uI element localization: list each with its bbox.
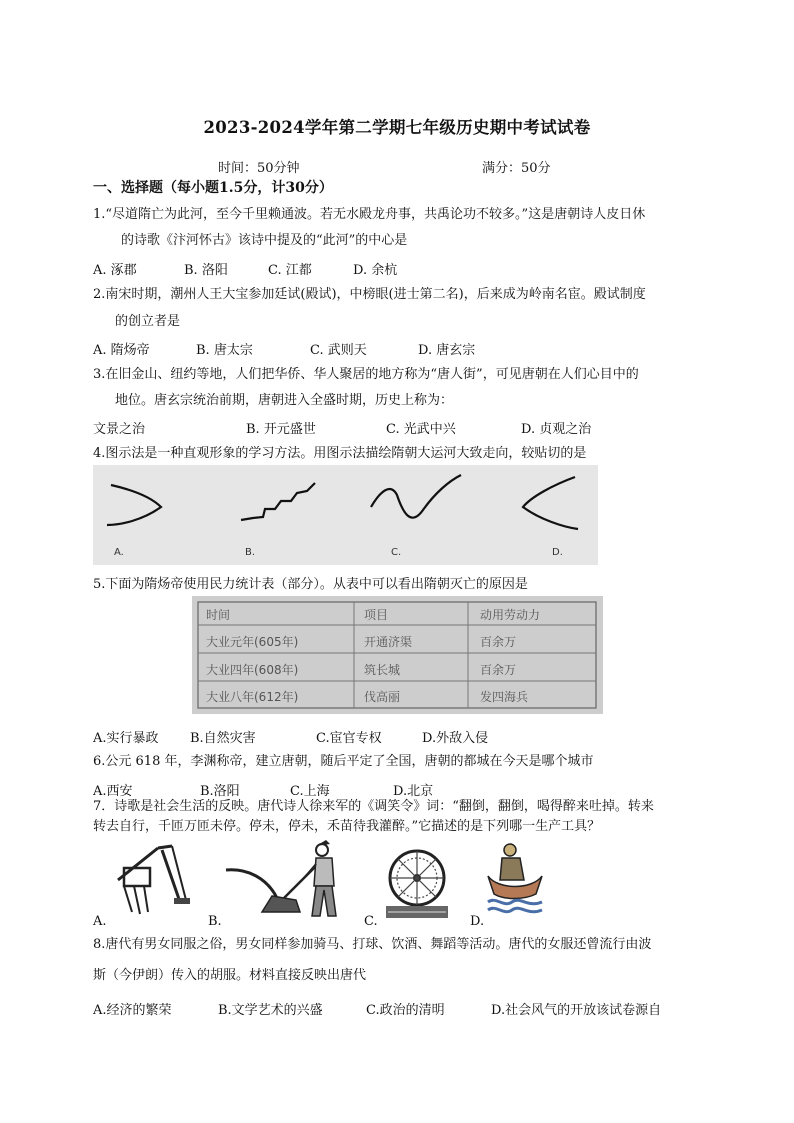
q2-option-a: A. 隋炀帝 [93, 343, 150, 358]
q5-stem: 5.下面为隋炀帝使用民力统计表（部分）。从表中可以看出隋朝灭亡的原因是 [93, 577, 528, 592]
route-sketch-d [523, 477, 578, 529]
q6-option-d: D.北京 [393, 784, 434, 799]
curved-shaft-plow-image [110, 840, 195, 920]
q2-stem-line1: 2.南宋时期，潮州人王大宝参加廷试(殿试)，中榜眼(进士第二名)，后来成为岭南名宦。殿试制度 [93, 287, 646, 302]
q8-option-c: C.政治的清明 [366, 1003, 445, 1018]
q8-option-a: A.经济的繁荣 [93, 1003, 172, 1018]
table-cell: 开通济渠 [364, 635, 413, 649]
table-cell: 大业四年(608年) [206, 663, 299, 677]
q8-option-b: B.文学艺术的兴盛 [218, 1003, 323, 1018]
q4-label-d: D. [552, 547, 563, 558]
table-cell: 筑长城 [364, 663, 401, 677]
q7-label-b: B. [208, 914, 222, 929]
q7-label-d: D. [470, 914, 485, 929]
q3-option-d: D. 贞观之治 [521, 422, 592, 437]
q1-stem-line2: 的诗歌《汴河怀古》该诗中提及的“此河”的中心是 [121, 233, 408, 248]
exam-title: 2023-2024学年第二学期七年级历史期中考试试卷 [203, 118, 591, 137]
q2-option-b: B. 唐太宗 [196, 343, 253, 358]
exam-score: 满分：50分 [482, 161, 551, 176]
q5-option-d: D.外敌入侵 [422, 731, 489, 746]
labor-table-figure [192, 596, 603, 714]
table-cell: 伐高丽 [364, 690, 401, 704]
q3-option-c: C. 光武中兴 [386, 422, 456, 437]
q4-stem: 4.图示法是一种直观形象的学习方法。用图示法描绘隋朝大运河大致走向，较贴切的是 [93, 446, 587, 461]
canal-route-sketches [93, 465, 598, 565]
table-cell: 大业元年(605年) [206, 635, 299, 649]
q4-label-c: C. [391, 547, 402, 558]
q4-label-a: A. [114, 547, 124, 558]
q4-label-b: B. [245, 547, 256, 558]
table-cell: 百余万 [480, 663, 517, 677]
plowing-farmer-image [222, 838, 347, 922]
q1-option-c: C. 江都 [268, 263, 312, 278]
q2-option-c: C. 武则天 [310, 343, 367, 358]
q6-stem: 6.公元 618 年，李渊称帝，建立唐朝，随后平定了全国，唐朝的都城在今天是哪个城市 [93, 754, 594, 769]
canal-route-figure [93, 465, 598, 565]
q8-stem-line1: 8.唐代有男女同服之俗，男女同样参加骑马、打球、饮酒、舞蹈等活动。唐代的女服还曾流行由波 [93, 937, 652, 952]
q1-option-a: A. 涿郡 [93, 263, 137, 278]
table-cell: 发四海兵 [480, 690, 529, 704]
q6-option-c: C.上海 [290, 784, 330, 799]
q1-option-b: B. 洛阳 [184, 263, 228, 278]
q8-stem-line2: 斯（今伊朗）传入的胡服。材料直接反映出唐代 [93, 968, 367, 983]
water-wheel-image [382, 846, 452, 920]
section-heading: 一、选择题（每小题1.5分，计30分） [93, 180, 333, 196]
dragon-boat-tool-image [484, 840, 546, 920]
q7-label-a: A. [93, 914, 107, 929]
q3-stem-line2: 地位。唐玄宗统治前期，唐朝进入全盛时期，历史上称为： [115, 393, 454, 408]
q1-option-d: D. 余杭 [353, 263, 398, 278]
route-sketch-a [107, 485, 161, 525]
table-header-time: 时间 [206, 608, 231, 622]
q1-stem-line1: 1.“尽道隋亡为此河，至今千里赖通波。若无水殿龙舟事，共禹论功不较多。”这是唐朝诗人皮日休 [93, 207, 646, 222]
q5-option-a: A.实行暴政 [93, 731, 159, 746]
table-header-labor: 动用劳动力 [480, 608, 541, 622]
table-cell: 百余万 [480, 635, 517, 649]
table-header-project: 项目 [364, 608, 389, 622]
q3-option-a: 文景之治 [93, 422, 146, 437]
q3-option-b: B. 开元盛世 [246, 422, 316, 437]
exam-time: 时间：50分钟 [218, 161, 300, 176]
q2-stem-line2: 的创立者是 [115, 314, 181, 329]
q5-option-b: B.自然灾害 [190, 731, 256, 746]
q6-option-a: A.西安 [93, 784, 133, 799]
q7-stem-line2: 转去自行，千匝万匝未停。停未，停未，禾苗待我灌醉。”它描述的是下列哪一生产工具？ [93, 819, 601, 834]
q7-label-c: C. [364, 914, 378, 929]
q5-option-c: C.宦官专权 [316, 731, 382, 746]
q2-option-d: D. 唐玄宗 [418, 343, 476, 358]
table-cell: 大业八年(612年) [206, 690, 299, 704]
q3-stem-line1: 3.在旧金山、纽约等地，人们把华侨、华人聚居的地方称为“唐人街”，可见唐朝在人们心目中的 [93, 367, 639, 382]
q7-stem-line1: 7．诗歌是社会生活的反映。唐代诗人徐来军的《调笑令》词：“翻倒，翻倒，喝得醉来吐掉。转来 [93, 799, 654, 814]
q8-option-d: D.社会风气的开放该试卷源自 [491, 1003, 662, 1018]
route-sketch-b [241, 483, 315, 520]
route-sketch-c [371, 475, 461, 518]
q6-option-b: B.洛阳 [200, 784, 240, 799]
